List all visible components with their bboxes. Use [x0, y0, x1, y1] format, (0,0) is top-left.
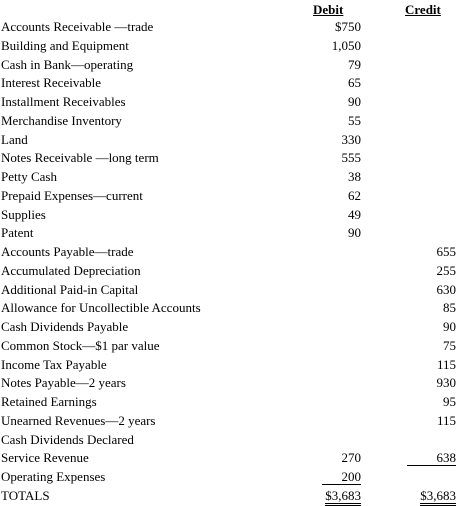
- debit-amount: 38: [348, 169, 361, 184]
- account-name: Cash in Bank—operating: [1, 56, 134, 72]
- ledger-row: [0, 168, 457, 187]
- ledger-row: [0, 37, 457, 56]
- ledger-row: [0, 112, 457, 131]
- credit-amount: 115: [436, 356, 456, 372]
- account-name: Installment Receivables: [1, 94, 126, 109]
- ledger-row: [0, 412, 457, 431]
- ledger-row: [0, 262, 457, 281]
- account-name: Interest Receivable: [1, 75, 101, 91]
- credit-amount: 95: [443, 394, 456, 409]
- debit-amount: $750: [335, 19, 361, 34]
- debit-amount: 330: [341, 131, 361, 147]
- account-name: Income Tax Payable: [1, 356, 107, 372]
- ledger-row: [0, 468, 457, 487]
- ledger-row: [0, 393, 457, 412]
- account-name: Patent: [1, 225, 34, 241]
- ledger-row: [0, 374, 457, 393]
- totals-label: TOTALS: [1, 487, 50, 503]
- ledger-row: [0, 131, 457, 150]
- credit-amount: 90: [443, 319, 456, 334]
- credit-header: Credit: [405, 2, 441, 17]
- account-rows: [0, 18, 457, 487]
- debit-amount: 49: [348, 206, 361, 222]
- account-name: Service Revenue: [1, 450, 89, 466]
- debit-amount: 200: [322, 469, 362, 485]
- ledger-row: [0, 149, 457, 168]
- account-name: Unearned Revenues—2 years: [1, 412, 156, 428]
- credit-amount: 255: [436, 262, 456, 278]
- debit-amount: 90: [348, 225, 361, 241]
- ledger-row: [0, 449, 457, 468]
- ledger-row: [0, 74, 457, 93]
- credit-amount: 638: [407, 450, 457, 466]
- account-name: Cash Dividends Declared: [1, 431, 134, 447]
- debit-amount: 555: [341, 150, 361, 166]
- account-name: Retained Earnings: [1, 394, 97, 409]
- debit-amount: 65: [348, 75, 361, 91]
- account-name: Merchandise Inventory: [1, 112, 122, 128]
- debit-amount: 90: [348, 94, 361, 109]
- ledger-row: [0, 281, 457, 300]
- account-name: Supplies: [1, 206, 46, 222]
- ledger-row: [0, 56, 457, 75]
- account-name: Petty Cash: [1, 169, 57, 184]
- debit-header: Debit: [313, 2, 344, 17]
- credit-amount: 655: [436, 244, 456, 259]
- debit-amount: 55: [348, 112, 361, 128]
- account-name: Additional Paid-in Capital: [1, 281, 139, 297]
- account-name: Land: [1, 131, 28, 147]
- account-name: Notes Payable—2 years: [1, 375, 126, 391]
- ledger-row: [0, 431, 457, 450]
- account-name: Prepaid Expenses—current: [1, 187, 143, 203]
- ledger-row: [0, 93, 457, 112]
- debit-amount: 1,050: [331, 37, 361, 53]
- ledger-row: [0, 299, 457, 318]
- account-name: Common Stock—$1 par value: [1, 337, 160, 353]
- totals-credit: $3,683: [420, 488, 456, 506]
- ledger-row: [0, 187, 457, 206]
- credit-amount: 85: [443, 300, 456, 316]
- ledger-row: [0, 356, 457, 375]
- account-name: Cash Dividends Payable: [1, 319, 129, 334]
- debit-amount: 270: [341, 450, 361, 466]
- account-name: Operating Expenses: [1, 469, 106, 484]
- account-name: Accounts Payable—trade: [1, 244, 134, 259]
- account-name: Notes Receivable —long term: [1, 150, 159, 166]
- account-name: Accounts Receivable —trade: [1, 19, 154, 34]
- credit-amount: 930: [436, 375, 456, 391]
- account-name: Building and Equipment: [1, 37, 129, 53]
- debit-amount: 62: [348, 187, 361, 203]
- ledger-row: [0, 18, 457, 37]
- credit-amount: 115: [436, 412, 456, 428]
- ledger-row: [0, 318, 457, 337]
- account-name: Allowance for Uncollectible Accounts: [1, 300, 201, 316]
- credit-amount: 630: [436, 281, 456, 297]
- ledger-row: [0, 224, 457, 243]
- account-name: Accumulated Depreciation: [1, 262, 141, 278]
- credit-amount: 75: [443, 337, 456, 353]
- ledger-row: [0, 243, 457, 262]
- debit-amount: 79: [348, 56, 361, 72]
- ledger-row: [0, 206, 457, 225]
- ledger-row: [0, 337, 457, 356]
- totals-debit: $3,683: [325, 488, 361, 506]
- totals-row: [0, 487, 457, 506]
- column-headers: [0, 0, 457, 18]
